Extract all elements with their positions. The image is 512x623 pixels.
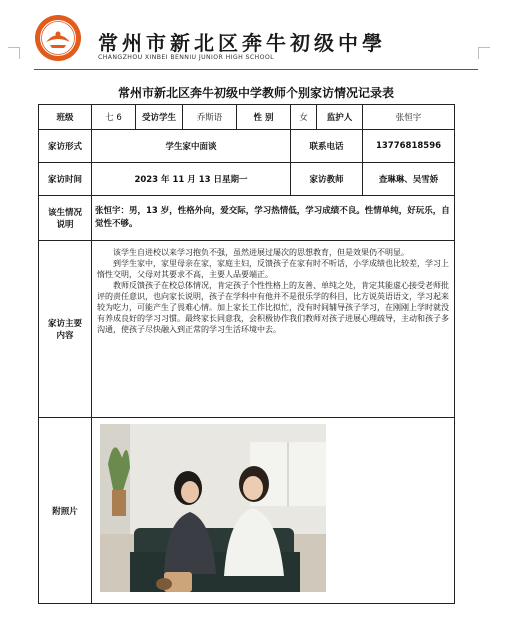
teacher-label: 家访教师 (291, 163, 363, 196)
table-row (39, 163, 455, 196)
class-label: 班级 (39, 105, 92, 130)
content-label-line1: 家访主要 (47, 319, 82, 329)
photo-illustration (100, 424, 326, 592)
visit-form-label: 家访形式 (39, 130, 92, 163)
content-label-line2: 内容 (56, 331, 74, 341)
gender-label: 性 别 (237, 105, 291, 130)
photo-label: 附照片 (39, 418, 92, 604)
crop-mark (19, 47, 20, 59)
phone-value: 13776818596 (363, 130, 455, 163)
situation-label-line1: 该生情况 (47, 208, 82, 218)
gender-value: 女 (291, 105, 317, 130)
student-label: 受访学生 (136, 105, 183, 130)
guardian-value: 张恒宇 (363, 105, 455, 130)
table-row (39, 418, 455, 604)
visit-time-label: 家访时间 (39, 163, 92, 196)
table-row (39, 241, 455, 418)
crop-mark (478, 47, 490, 48)
situation-label-line2: 说明 (56, 220, 74, 230)
content-label (39, 241, 92, 418)
photo-cell (92, 418, 455, 604)
student-value: 乔斯语 (183, 105, 237, 130)
class-value: 七 6 (92, 105, 136, 130)
visit-content (92, 241, 455, 418)
visit-time-value: 2023 年 11 月 13 日星期一 (92, 163, 291, 196)
home-visit-photo (100, 424, 326, 592)
crop-mark (8, 47, 20, 48)
content-paragraph: 教师反馈孩子在校总体情况，肯定孩子个性性格上的友善、单纯之处，肯定其能虚心接受老师批评的责任意识，也向家长说明，孩子在学科中有他并不是很乐学的科目，比方说英语语文，学习起来较为吃力，可能产生了畏难心情。加上家长工作比拟忙，没有时间辅导孩子学习，在刚刚上学时就没有养成良好的学习习惯。最终家长同意我，会积极协作我们教师对孩子进展心理疏导，主动和孩子多沟通，使孩子尽快融入到正常的学习生活环境中去。 (97, 281, 449, 334)
visit-form-value: 学生家中面谈 (92, 130, 291, 163)
school-name-english: CHANGZHOU XINBEI BENNIU JUNIOR HIGH SCHOOL (98, 54, 274, 61)
content-paragraph: 到学生家中，家里母亲在家，家庭主妇，反馈孩子在家有时不听话，小学成绩也比较差，学习上惰性交明，父母对其要求不高，主要人品要端正。 (97, 259, 449, 279)
crop-mark (478, 47, 479, 59)
content-paragraph: 该学生自进校以来学习抱负不强，虽然进展过屡次的思想教育，但是效果仍不明显。 (113, 248, 409, 257)
school-logo-icon (34, 14, 82, 62)
teacher-value: 查琳琳、吴雪娇 (363, 163, 455, 196)
header-divider (34, 69, 478, 70)
table-row (39, 130, 455, 163)
situation-value: 张恒宇：男，13 岁，性格外向，爱交际，学习热情低，学习成绩不良。性情单纯，好玩乐，自觉性不够。 (92, 196, 455, 241)
school-name-chinese: 常州市新北区奔牛初级中學 (98, 31, 386, 55)
home-visit-record-table (38, 104, 455, 604)
table-row (39, 196, 455, 241)
document-title: 常州市新北区奔牛初级中学教师个别家访情况记录表 (117, 86, 394, 100)
table-row (39, 105, 455, 130)
guardian-label: 监护人 (317, 105, 363, 130)
phone-label: 联系电话 (291, 130, 363, 163)
situation-label (39, 196, 92, 241)
